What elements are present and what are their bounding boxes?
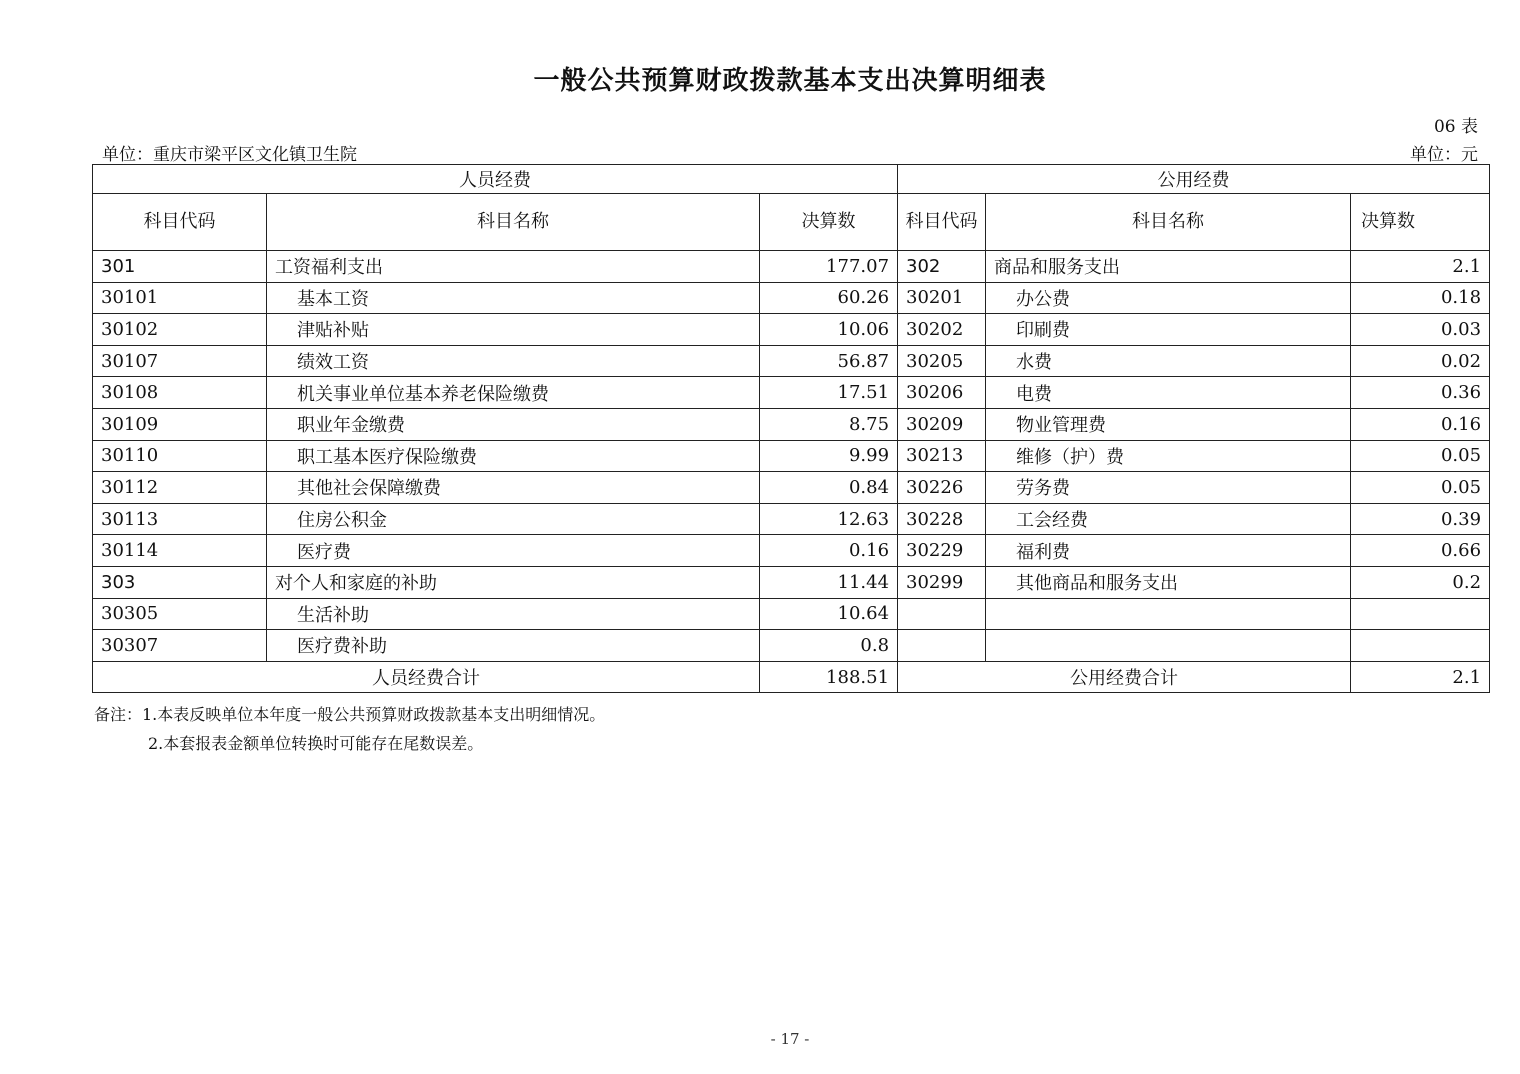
left-amount: 60.26	[760, 282, 898, 314]
table-row	[93, 377, 1490, 409]
left-code: 30114	[93, 535, 267, 567]
note-2: 2.本套报表金额单位转换时可能存在尾数误差。	[148, 734, 484, 753]
table-row	[93, 345, 1490, 377]
right-name: 印刷费	[986, 314, 1351, 346]
left-name: 工资福利支出	[267, 251, 760, 283]
left-code: 30112	[93, 472, 267, 504]
right-amount: 0.05	[1351, 440, 1490, 472]
left-code: 30109	[93, 408, 267, 440]
public-total-value: 2.1	[1351, 661, 1490, 693]
left-name: 对个人和家庭的补助	[267, 566, 760, 598]
left-name: 绩效工资	[267, 345, 760, 377]
right-amount: 0.03	[1351, 314, 1490, 346]
right-name: 福利费	[986, 535, 1351, 567]
group-header-public: 公用经费	[898, 165, 1490, 194]
group-header-row	[93, 165, 1490, 194]
unit-currency: 单位：元	[1410, 145, 1478, 165]
left-name: 医疗费补助	[267, 630, 760, 662]
right-amount: 0.18	[1351, 282, 1490, 314]
right-code: 30299	[898, 566, 986, 598]
right-code	[898, 630, 986, 662]
col-header-name-right: 科目名称	[986, 194, 1351, 251]
right-code: 30209	[898, 408, 986, 440]
left-name: 机关事业单位基本养老保险缴费	[267, 377, 760, 409]
right-amount: 2.1	[1351, 251, 1490, 283]
totals-row	[93, 661, 1490, 693]
right-amount	[1351, 630, 1490, 662]
right-amount: 0.02	[1351, 345, 1490, 377]
right-name: 商品和服务支出	[986, 251, 1351, 283]
right-name: 水费	[986, 345, 1351, 377]
right-code: 30213	[898, 440, 986, 472]
left-amount: 11.44	[760, 566, 898, 598]
left-code: 30108	[93, 377, 267, 409]
left-amount: 10.64	[760, 598, 898, 630]
col-header-amount: 决算数	[760, 194, 898, 251]
right-name: 其他商品和服务支出	[986, 566, 1351, 598]
table-row	[93, 566, 1490, 598]
left-amount: 56.87	[760, 345, 898, 377]
right-amount: 0.05	[1351, 472, 1490, 504]
table-row	[93, 630, 1490, 662]
right-code: 30229	[898, 535, 986, 567]
left-code: 30102	[93, 314, 267, 346]
left-code: 301	[93, 251, 267, 283]
notes	[94, 700, 605, 758]
right-code: 30205	[898, 345, 986, 377]
right-code: 30206	[898, 377, 986, 409]
right-amount	[1351, 598, 1490, 630]
left-name: 基本工资	[267, 282, 760, 314]
left-amount: 0.84	[760, 472, 898, 504]
left-code: 30107	[93, 345, 267, 377]
col-header-name: 科目名称	[267, 194, 760, 251]
right-name: 劳务费	[986, 472, 1351, 504]
left-amount: 0.16	[760, 535, 898, 567]
col-header-code: 科目代码	[93, 194, 267, 251]
left-amount: 17.51	[760, 377, 898, 409]
table-row	[93, 314, 1490, 346]
page-title: 一般公共预算财政拨款基本支出决算明细表	[533, 66, 1047, 96]
col-header-code-right: 科目代码	[898, 194, 986, 251]
right-name: 办公费	[986, 282, 1351, 314]
right-code: 30228	[898, 503, 986, 535]
left-name: 医疗费	[267, 535, 760, 567]
personnel-total-value: 188.51	[760, 661, 898, 693]
right-name	[986, 598, 1351, 630]
right-name	[986, 630, 1351, 662]
left-code: 30307	[93, 630, 267, 662]
left-code: 30110	[93, 440, 267, 472]
form-number: 06 表	[1433, 117, 1478, 137]
left-name: 住房公积金	[267, 503, 760, 535]
col-header-amount-right: 决算数	[1351, 194, 1490, 251]
right-code: 30201	[898, 282, 986, 314]
table-row	[93, 251, 1490, 283]
right-code: 302	[898, 251, 986, 283]
table-row	[93, 408, 1490, 440]
table-row	[93, 440, 1490, 472]
table-row	[93, 535, 1490, 567]
left-code: 30101	[93, 282, 267, 314]
right-amount: 0.39	[1351, 503, 1490, 535]
column-header-row	[93, 194, 1490, 251]
left-amount: 10.06	[760, 314, 898, 346]
left-name: 其他社会保障缴费	[267, 472, 760, 504]
unit-organization: 单位：重庆市梁平区文化镇卫生院	[102, 145, 357, 165]
right-amount: 0.16	[1351, 408, 1490, 440]
right-amount: 0.36	[1351, 377, 1490, 409]
right-code: 30226	[898, 472, 986, 504]
right-name: 电费	[986, 377, 1351, 409]
left-code: 30305	[93, 598, 267, 630]
personnel-total-label: 人员经费合计	[93, 661, 760, 693]
right-name: 维修（护）费	[986, 440, 1351, 472]
right-amount: 0.66	[1351, 535, 1490, 567]
table-row	[93, 503, 1490, 535]
left-amount: 12.63	[760, 503, 898, 535]
left-amount: 9.99	[760, 440, 898, 472]
left-code: 30113	[93, 503, 267, 535]
left-name: 职业年金缴费	[267, 408, 760, 440]
left-name: 津贴补贴	[267, 314, 760, 346]
left-name: 职工基本医疗保险缴费	[267, 440, 760, 472]
table-row	[93, 598, 1490, 630]
public-total-label: 公用经费合计	[898, 661, 1351, 693]
right-name: 物业管理费	[986, 408, 1351, 440]
page-number: - 17 -	[770, 1030, 810, 1048]
table-row	[93, 282, 1490, 314]
note-1: 备注：1.本表反映单位本年度一般公共预算财政拨款基本支出明细情况。	[94, 705, 606, 724]
left-amount: 0.8	[760, 630, 898, 662]
right-name: 工会经费	[986, 503, 1351, 535]
table-row	[93, 472, 1490, 504]
right-code: 30202	[898, 314, 986, 346]
left-name: 生活补助	[267, 598, 760, 630]
left-code: 303	[93, 566, 267, 598]
right-amount: 0.2	[1351, 566, 1490, 598]
expenditure-table	[92, 164, 1490, 693]
left-amount: 177.07	[760, 251, 898, 283]
left-amount: 8.75	[760, 408, 898, 440]
group-header-personnel: 人员经费	[93, 165, 898, 194]
right-code	[898, 598, 986, 630]
